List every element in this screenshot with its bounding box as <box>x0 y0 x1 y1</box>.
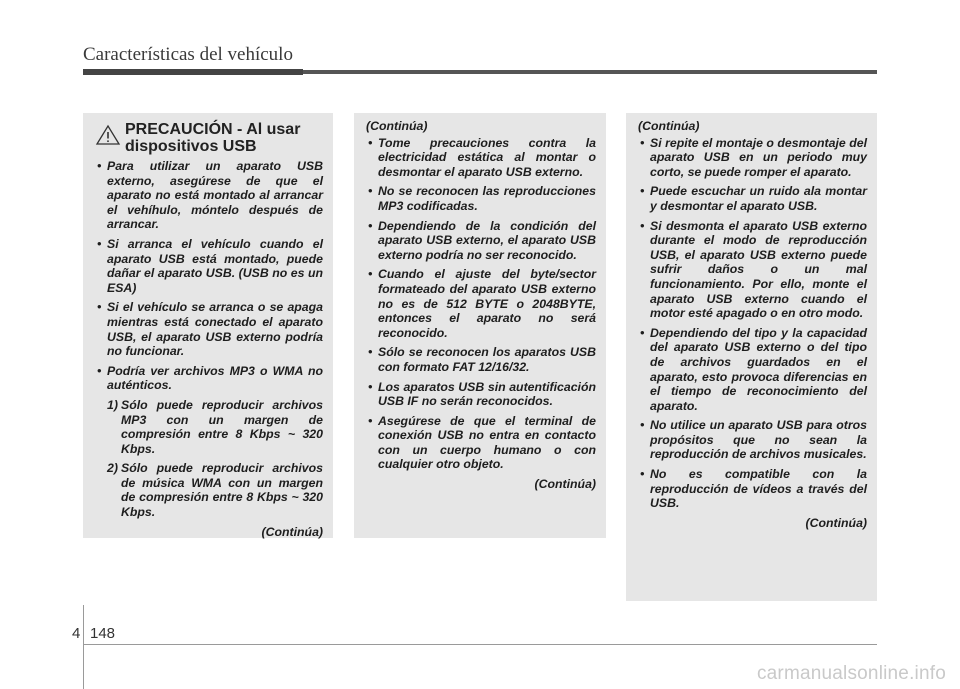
continued-box-2 <box>354 113 606 538</box>
continua-label: (Continúa) <box>534 477 596 492</box>
caution-header <box>95 121 323 155</box>
list-item: • Los aparatos USB sin autentificación USB IF no serán reconocidos. <box>366 380 596 409</box>
footer-rule <box>83 644 877 645</box>
continua-label: (Continúa) <box>261 524 323 539</box>
page-number-value: 148 <box>90 625 116 642</box>
list-item: • Puede escuchar un ruido ala montar y desmontar el aparato USB. <box>638 184 867 213</box>
continued-box-3 <box>626 113 877 601</box>
sub-item <box>101 461 323 519</box>
caution-list <box>95 159 323 393</box>
list-item: • Asegúrese de que el terminal de conexión USB no entra en contacto con un cuerpo humano o con cualquier otro objeto. <box>366 414 596 472</box>
sub-item-text: Sólo puede reproducir archivos MP3 con un margen de compresión entre 8 Kbps ~ 320 Kbps. <box>121 397 323 456</box>
list-item: • No utilice un aparato USB para otros propósitos que no sean la reproducción de archivos musicales. <box>638 418 867 462</box>
continua-top-label: (Continúa) <box>366 119 428 133</box>
list-item: • No es compatible con la reproducción de vídeos a través del USB. <box>638 467 867 511</box>
list-item: • Dependiendo del tipo y la capacidad del aparato USB externo o del tipo de archivos guardados en el aparato, esto provoca diferencias en el tiempo de reconocimiento del aparato. <box>638 326 867 414</box>
list-item: • Cuando el ajuste del byte/sector formateado del aparato USB externo no es de 512 BYTE o 2048BYTE, entonces el aparato no será reconocido. <box>366 267 596 340</box>
sub-item <box>101 398 323 456</box>
list-item: • Si el vehículo se arranca o se apaga mientras está conectado el aparato USB, el aparato USB externo podría no funcionar. <box>95 300 323 358</box>
warning-triangle-icon <box>95 124 121 146</box>
page-number <box>72 625 115 642</box>
caution-title: PRECAUCIÓN - Al usar dispositivos USB <box>125 121 301 155</box>
sub-item-number: 1) <box>107 397 118 412</box>
list-item: • Para utilizar un aparato USB externo, asegúrese de que el aparato no está montado al arrancar el vehíhulo, móntelo después de arrancar. <box>95 159 323 232</box>
list-item: • Dependiendo de la condición del aparato USB externo, el aparato USB externo podría no ser reconocido. <box>366 219 596 263</box>
list-item: • Si desmonta el aparato USB externo durante el modo de reproducción USB, el aparato USB externo puede sufrir daños o un mal funcionamiento. Por ello, monte el aparato USB externo cuando el motor esté apagado o en otro modo. <box>638 219 867 321</box>
header-rule-accent <box>83 69 303 75</box>
continua-label: (Continúa) <box>805 515 867 530</box>
list-item: • No se reconocen las reproducciones MP3 codificadas. <box>366 184 596 213</box>
chapter-number: 4 <box>72 625 81 642</box>
list-item: • Tome precauciones contra la electricidad estática al montar o desmontar el aparato USB externo. <box>366 136 596 180</box>
list-item: • Si arranca el vehículo cuando el aparato USB está montado, puede dañar el aparato USB. (USB no es un ESA) <box>95 237 323 295</box>
continua-top-label: (Continúa) <box>638 119 700 133</box>
caution-box <box>83 113 333 538</box>
page-header-title: Características del vehículo <box>83 44 293 65</box>
precaution-list-2 <box>366 136 596 472</box>
sub-item-number: 2) <box>107 461 118 476</box>
precaution-list-3 <box>638 136 867 511</box>
footer-vertical-rule <box>83 605 84 689</box>
sub-item-text: Sólo puede reproducir archivos de música WMA con un margen de compresión entre 8 Kbps ~ 320 Kbps. <box>121 461 323 520</box>
list-item: • Sólo se reconocen los aparatos USB con formato FAT 12/16/32. <box>366 345 596 374</box>
list-item: • Si repite el montaje o desmontaje del aparato USB en un periodo muy corto, se puede romper el aparato. <box>638 136 867 180</box>
watermark: carmanualsonline.info <box>756 663 946 684</box>
list-item: • Podría ver archivos MP3 o WMA no auténticos. <box>95 364 323 393</box>
